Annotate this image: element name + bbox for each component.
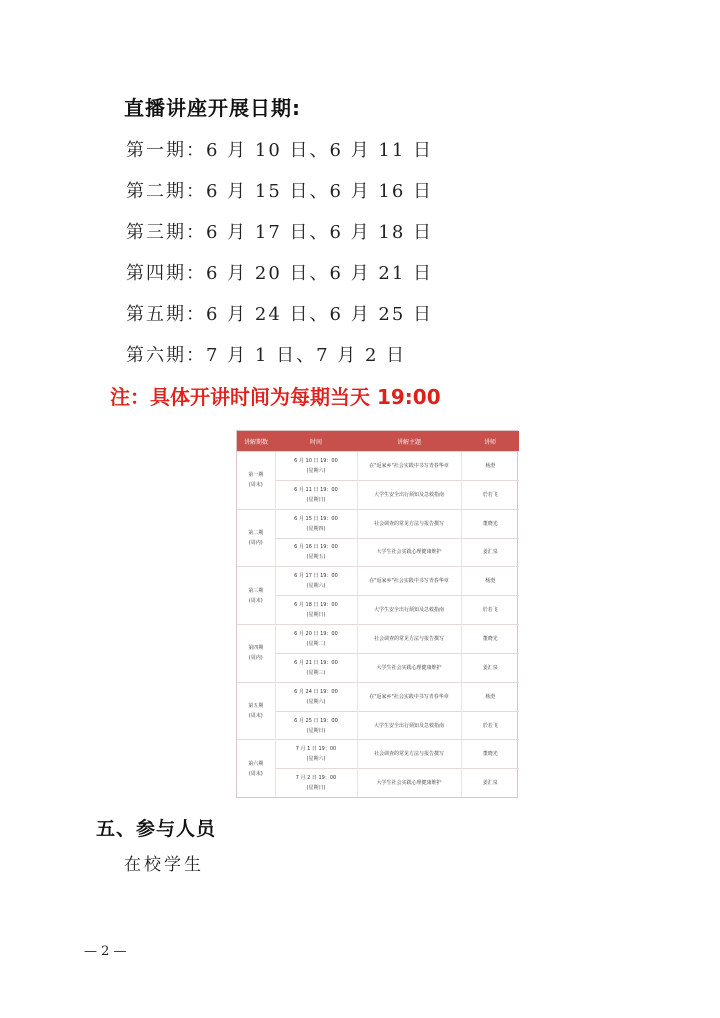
time-cell — [275, 480, 357, 509]
topic-cell: 大学生社会实践心理健康维护 — [357, 653, 461, 682]
time-cell — [275, 625, 357, 654]
period-week-type: (周末) — [248, 482, 263, 489]
topic-cell: 社会调查的常见方法与报告撰写 — [357, 509, 461, 538]
header-time: 时间 — [275, 431, 357, 452]
table-row — [237, 538, 519, 567]
session-time: 6 月 18 日 19：00 — [294, 602, 338, 609]
header-topic: 讲解主题 — [357, 431, 461, 452]
topic-cell: 社会调查的常见方法与报告撰写 — [357, 625, 461, 654]
lecturer-cell: 杨澄 — [461, 682, 519, 711]
lecturer-cell: 杨澄 — [461, 567, 519, 596]
topic-cell: 大学生安全出行须知及急救指南 — [357, 711, 461, 740]
time-note: 注：具体开讲时间为每期当天 19:00 — [110, 385, 441, 409]
time-cell — [275, 682, 357, 711]
period-cell — [237, 509, 275, 567]
time-cell — [275, 567, 357, 596]
table-header-row — [237, 431, 519, 452]
table-row — [237, 509, 519, 538]
session-weekday: (星期日) — [306, 612, 326, 619]
session-weekday: (星期六) — [306, 698, 326, 705]
table-row — [237, 452, 519, 481]
topic-cell: 社会调查的常见方法与报告撰写 — [357, 740, 461, 769]
period-line-3: 第三期：6 月 17 日、6 月 18 日 — [126, 222, 434, 243]
session-time: 7 月 1 日 19：00 — [295, 746, 337, 753]
table-row — [237, 596, 519, 625]
table-row — [237, 769, 519, 797]
lecturer-cell: 董晓光 — [461, 509, 519, 538]
table-row — [237, 711, 519, 740]
period-cell — [237, 567, 275, 625]
header-lecturer: 讲师 — [461, 431, 519, 452]
period-name: 第二期 — [248, 530, 264, 537]
page-number: — 2 — — [84, 944, 127, 959]
table-row — [237, 682, 519, 711]
period-week-type: (周内) — [248, 655, 263, 662]
session-weekday: (星期日) — [306, 785, 326, 792]
table-body — [237, 452, 519, 798]
period-week-type: (周末) — [248, 597, 263, 604]
session-time: 6 月 17 日 19：00 — [294, 573, 338, 580]
period-name: 第一期 — [248, 472, 264, 479]
period-week-type: (周末) — [248, 770, 263, 777]
period-name: 第三期 — [248, 587, 264, 594]
period-cell — [237, 625, 275, 683]
period-line-6: 第六期：7 月 1 日、7 月 2 日 — [126, 345, 407, 366]
time-cell — [275, 538, 357, 567]
session-time: 6 月 11 日 19：00 — [294, 486, 338, 493]
lecturer-cell: 於若飞 — [461, 480, 519, 509]
period-line-1: 第一期：6 月 10 日、6 月 11 日 — [126, 140, 434, 161]
header-period: 讲解期数 — [237, 431, 275, 452]
session-time: 6 月 20 日 19：00 — [294, 630, 338, 637]
lecturer-cell: 董晓光 — [461, 740, 519, 769]
period-name: 第四期 — [248, 645, 264, 652]
session-weekday: (星期五) — [306, 554, 326, 561]
session-weekday: (星期四) — [306, 525, 326, 532]
time-cell — [275, 769, 357, 797]
schedule-table — [236, 430, 518, 798]
topic-cell: 在"返家乡"社会实践中书写青春华章 — [357, 452, 461, 481]
table-row — [237, 567, 519, 596]
lecturer-cell: 姜汇泉 — [461, 769, 519, 797]
session-weekday: (星期六) — [306, 467, 326, 474]
section-title: 五、参与人员 — [96, 818, 217, 840]
period-line-2: 第二期：6 月 15 日、6 月 16 日 — [126, 181, 434, 202]
session-weekday: (星期日) — [306, 496, 326, 503]
table-row — [237, 625, 519, 654]
session-weekday: (星期日) — [306, 727, 326, 734]
period-line-5: 第五期：6 月 24 日、6 月 25 日 — [126, 304, 434, 325]
lecturer-cell: 杨澄 — [461, 452, 519, 481]
time-cell — [275, 596, 357, 625]
session-time: 6 月 25 日 19：00 — [294, 717, 338, 724]
period-week-type: (周内) — [248, 540, 263, 547]
topic-cell: 大学生安全出行须知及急救指南 — [357, 596, 461, 625]
topic-cell: 大学生社会实践心理健康维护 — [357, 538, 461, 567]
period-name: 第六期 — [248, 760, 264, 767]
topic-cell: 大学生社会实践心理健康维护 — [357, 769, 461, 797]
period-cell — [237, 452, 275, 510]
lecturer-cell: 姜汇泉 — [461, 538, 519, 567]
lecturer-cell: 於若飞 — [461, 596, 519, 625]
session-weekday: (星期二) — [306, 640, 326, 647]
session-time: 6 月 16 日 19：00 — [294, 544, 338, 551]
time-cell — [275, 452, 357, 481]
session-time: 6 月 10 日 19：00 — [294, 457, 338, 464]
session-weekday: (星期六) — [306, 583, 326, 590]
time-cell — [275, 740, 357, 769]
lecturer-cell: 於若飞 — [461, 711, 519, 740]
period-line-4: 第四期：6 月 20 日、6 月 21 日 — [126, 263, 434, 284]
topic-cell: 在"返家乡"社会实践中书写青春华章 — [357, 567, 461, 596]
time-cell — [275, 653, 357, 682]
lecturer-cell: 董晓光 — [461, 625, 519, 654]
section-body: 在校学生 — [124, 855, 204, 875]
session-weekday: (星期三) — [306, 669, 326, 676]
period-week-type: (周末) — [248, 713, 263, 720]
period-cell — [237, 682, 275, 740]
period-name: 第五期 — [248, 703, 264, 710]
period-cell — [237, 740, 275, 797]
session-weekday: (星期六) — [306, 756, 326, 763]
session-time: 6 月 21 日 19：00 — [294, 659, 338, 666]
session-time: 6 月 15 日 19：00 — [294, 515, 338, 522]
time-cell — [275, 509, 357, 538]
session-time: 6 月 24 日 19：00 — [294, 688, 338, 695]
table-row — [237, 740, 519, 769]
table-row — [237, 480, 519, 509]
topic-cell: 在"返家乡"社会实践中书写青春华章 — [357, 682, 461, 711]
topic-cell: 大学生安全出行须知及急救指南 — [357, 480, 461, 509]
lecture-dates-heading: 直播讲座开展日期: — [124, 96, 301, 120]
lecturer-cell: 姜汇泉 — [461, 653, 519, 682]
session-time: 7 月 2 日 19：00 — [295, 775, 337, 782]
time-cell — [275, 711, 357, 740]
table-row — [237, 653, 519, 682]
